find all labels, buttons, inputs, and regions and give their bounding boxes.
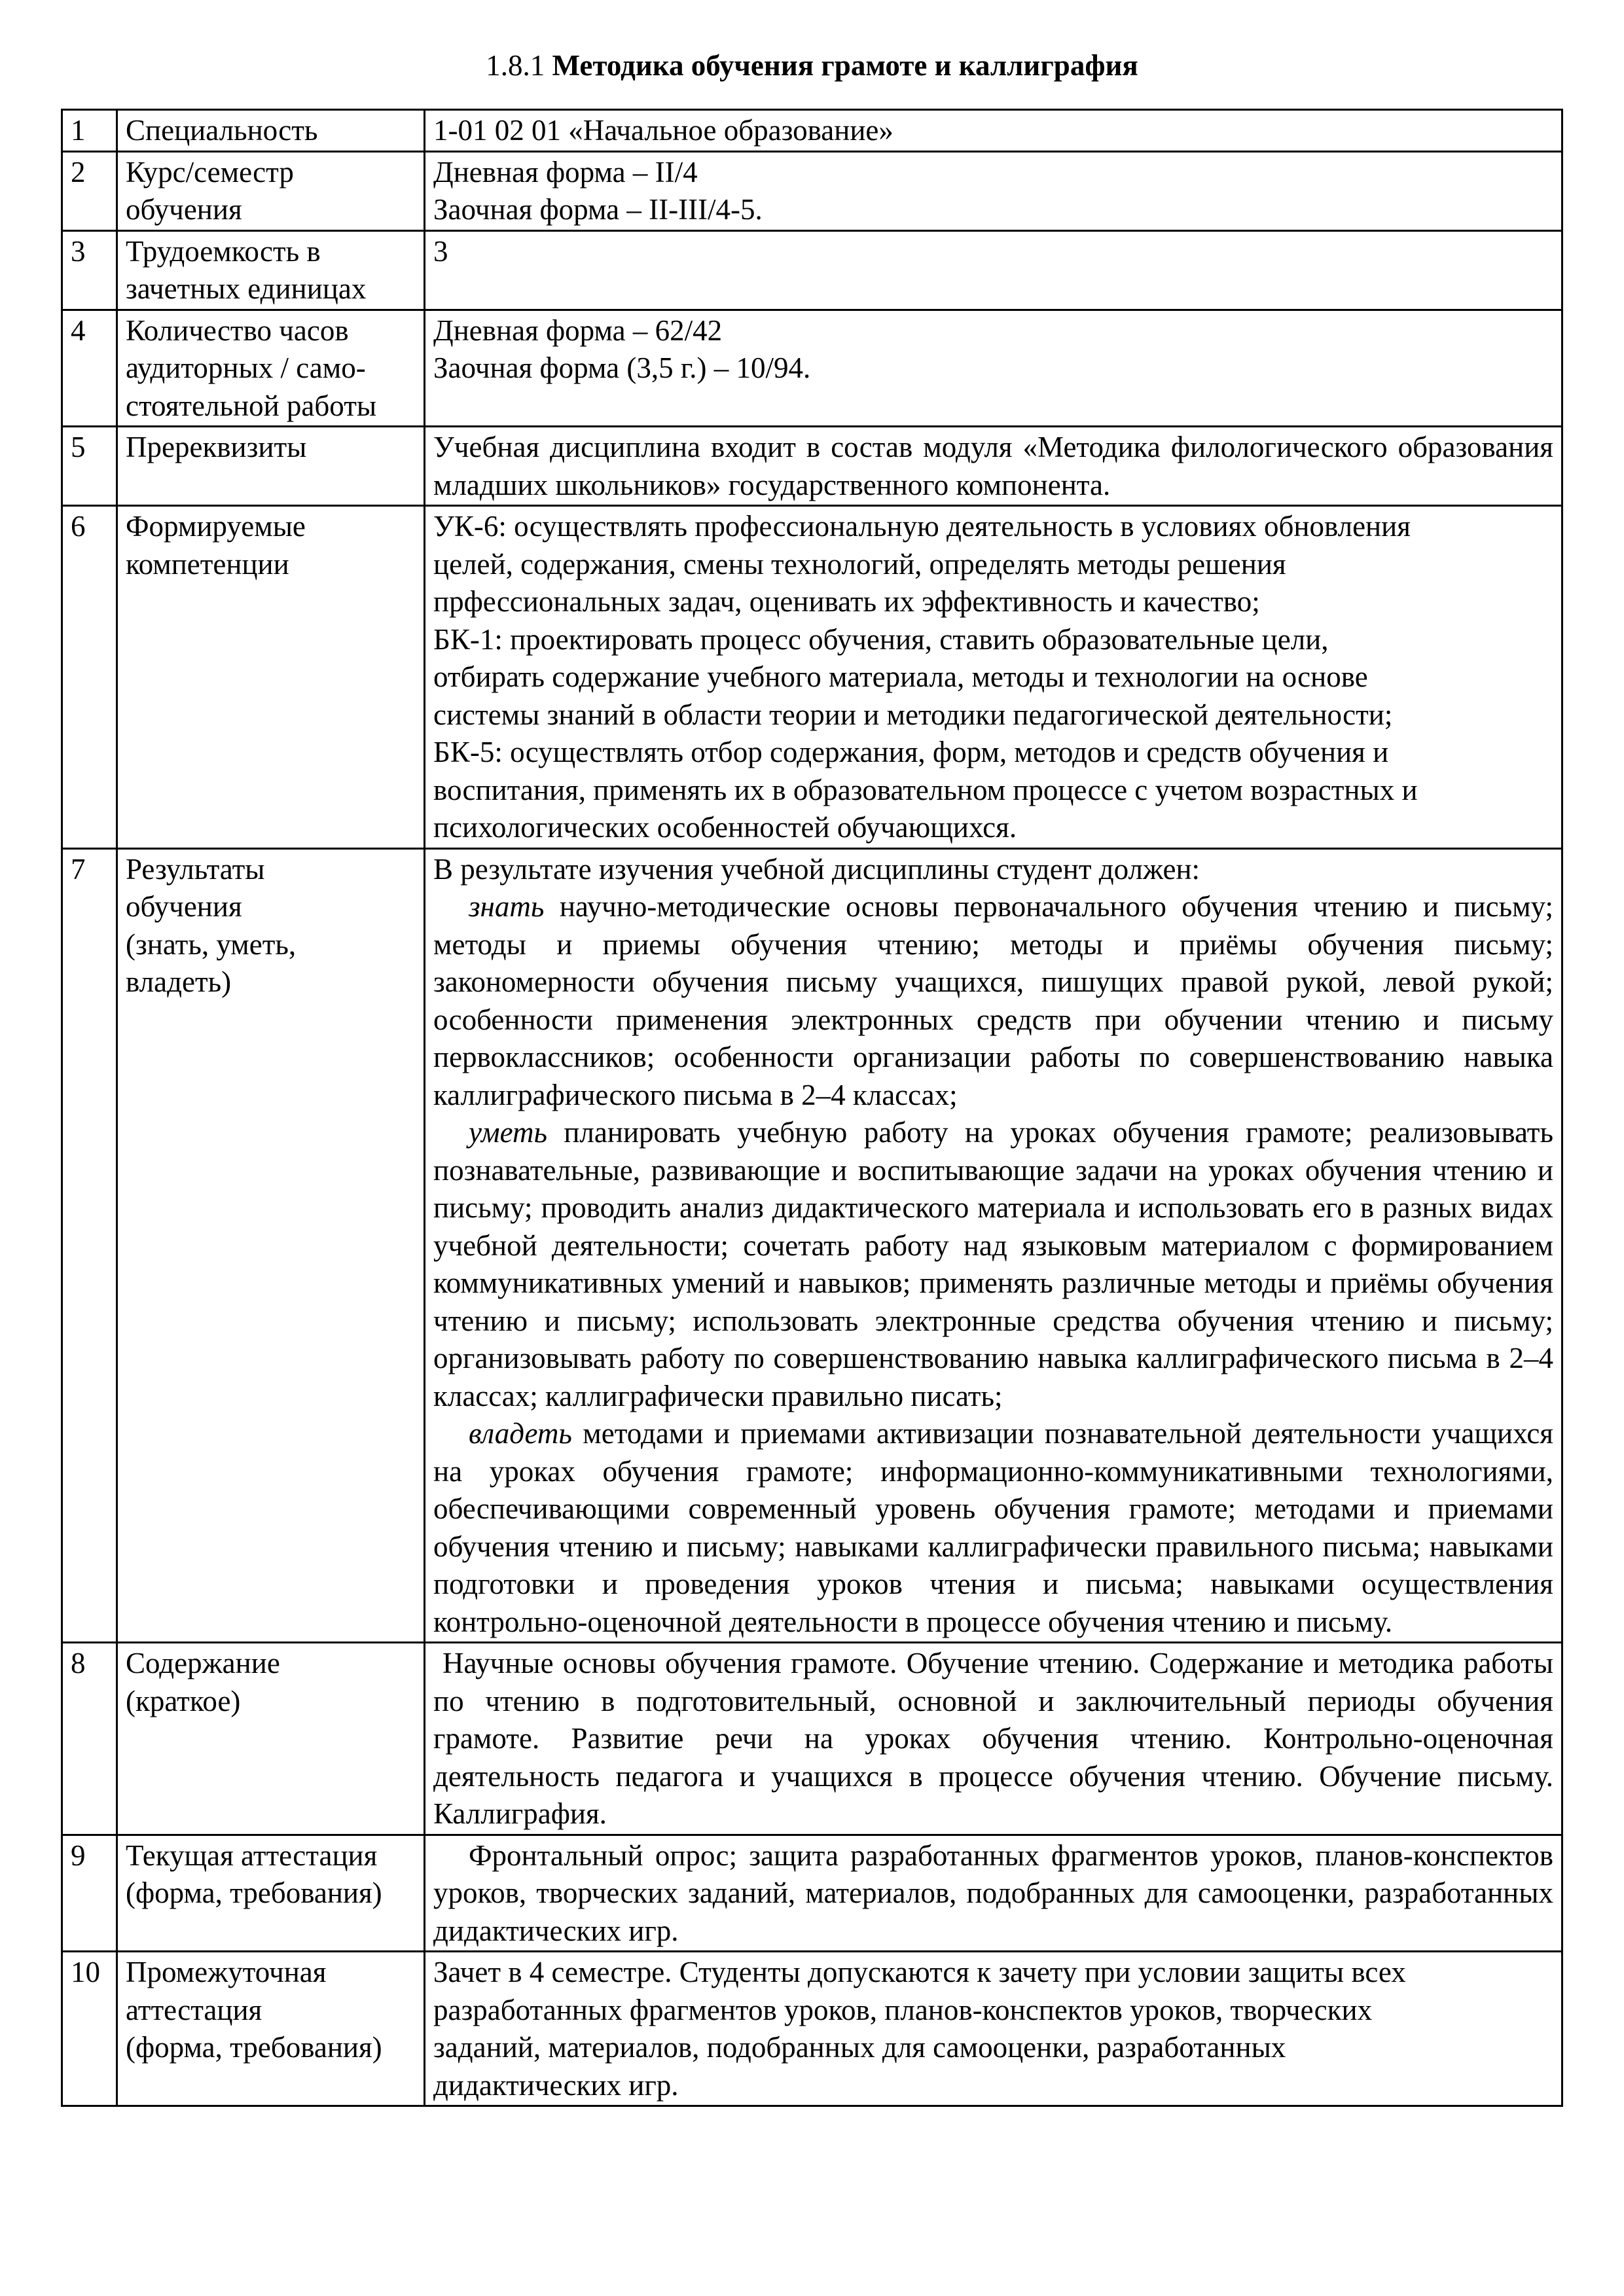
row-number: 9 [62,1835,117,1952]
row-value: Научные основы обучения грамоте. Обучение чтению. Содержание и методика работы по чтению в подготовительный, основной и заключительный периоды обучения грамоте. Развитие речи на уроках обучения чтению. Контрольно-оценочная деятельность педагога и учащихся в процессе обучения чтению. Обучение письму. Каллиграфия. [425,1643,1562,1835]
discipline-info-table [61,109,1563,2107]
results-own: владеть методами и приемами активизации познавательной деятельности учащихся на уроках обучения грамоте; информационно-коммуникативными технологиями, обеспечивающими современный уровень обучения грамоте; методами и приемами обучения чтению и письму; навыками каллиграфически правильного письма; навыками подготовки и проведения уроков чтения и письма; навыками осуществления контрольно-оценочной деятельности в процессе обучения чтению и письму. [433,1417,1553,1638]
row-label: Текущая аттестация (форма, требования) [117,1835,425,1952]
table-row [62,427,1562,506]
table-row [62,110,1562,152]
table-row [62,1835,1562,1952]
row-number: 8 [62,1643,117,1835]
table-row [62,848,1562,1643]
row-label: Результаты обучения (знать, уметь, владеть) [117,848,425,1643]
table-row [62,230,1562,310]
row-label: Курс/семестр обучения [117,151,425,230]
row-label: Пререквизиты [117,427,425,506]
results-can: уметь планировать учебную работу на уроках обучения грамоте; реализовывать познавательные, развивающие и воспитывающие задачи на уроках обучения чтению и письму; проводить анализ дидактического материала и использовать его в разных видах учебной деятельности; сочетать работу над языковым материалом с формированием коммуникативных умений и навыков; применять различные методы и приёмы обучения чтению и письму; использовать электронные средства обучения чтению и письму; организовывать работу по совершенствованию навыка каллиграфического письма в 2–4 классах; каллиграфически правильно писать; [433,1116,1553,1412]
row-value: Дневная форма – 62/42 Заочная форма (3,5 г.) – 10/94. [425,310,1562,427]
results-intro: В результате изучения учебной дисциплины студент должен: [433,852,1200,886]
row-number: 10 [62,1952,117,2106]
results-know: знать научно-методические основы первоначального обучения чтению и письму; методы и приемы обучения чтению; методы и приёмы обучения письму; закономерности обучения письму учащихся, пишущих правой рукой, левой рукой; особенности применения электронных средств при обучении чтению и письму первоклассников; особенности организации работы по совершенствованию навыка каллиграфического письма в 2–4 классах; [433,890,1553,1111]
table-row [62,310,1562,427]
row-number: 4 [62,310,117,427]
table-row [62,1952,1562,2106]
row-label: Трудоемкость в зачетных единицах [117,230,425,310]
row-value: Учебная дисциплина входит в состав модуля «Методика филологического образования младших школьников» государственного компонента. [425,427,1562,506]
row-label: Содержание (краткое) [117,1643,425,1835]
row-number: 3 [62,230,117,310]
table-row [62,1643,1562,1835]
page-title [0,46,1624,85]
row-number: 6 [62,506,117,849]
row-value [425,848,1562,1643]
row-number: 1 [62,110,117,152]
section-name: Методика обучения грамоте и каллиграфия [552,49,1138,82]
row-number: 2 [62,151,117,230]
row-number: 7 [62,848,117,1643]
row-value: 1-01 02 01 «Начальное образование» [425,110,1562,152]
row-label: Формируемые компетенции [117,506,425,849]
row-value: Зачет в 4 семестре. Студенты допускаются к зачету при условии защиты всех разработанных фрагментов уроков, планов-конспектов уроков, творческих заданий, материалов, подобранных для самооценки, разработанных дидактических игр. [425,1952,1562,2106]
row-label: Промежуточная аттестация (форма, требования) [117,1952,425,2106]
row-value: УК-6: осуществлять профессиональную деятельность в условиях обновления целей, содержания, смены технологий, определять методы решения прфессиональных задач, оценивать их эффективность и качество; БК-1: проектировать процесс обучения, ставить образовательные цели, отбирать содержание учебного материала, методы и технологии на основе системы знаний в области теории и методики педагогической деятельности; БК-5: осуществлять отбор содержания, форм, методов и средств обучения и воспитания, применять их в образовательном процессе с учетом возрастных и психологических особенностей обучающихся. [425,506,1562,849]
table-row [62,506,1562,849]
row-label: Количество часов аудиторных / само- стоятельной работы [117,310,425,427]
table-row [62,151,1562,230]
section-number: 1.8.1 [486,49,545,82]
row-number: 5 [62,427,117,506]
row-value: Фронтальный опрос; защита разработанных фрагментов уроков, планов-конспектов уроков, творческих заданий, материалов, подобранных для самооценки, разработанных дидактических игр. [425,1835,1562,1952]
row-label: Специальность [117,110,425,152]
row-value: Дневная форма – II/4 Заочная форма – II-III/4-5. [425,151,1562,230]
row-value: 3 [425,230,1562,310]
